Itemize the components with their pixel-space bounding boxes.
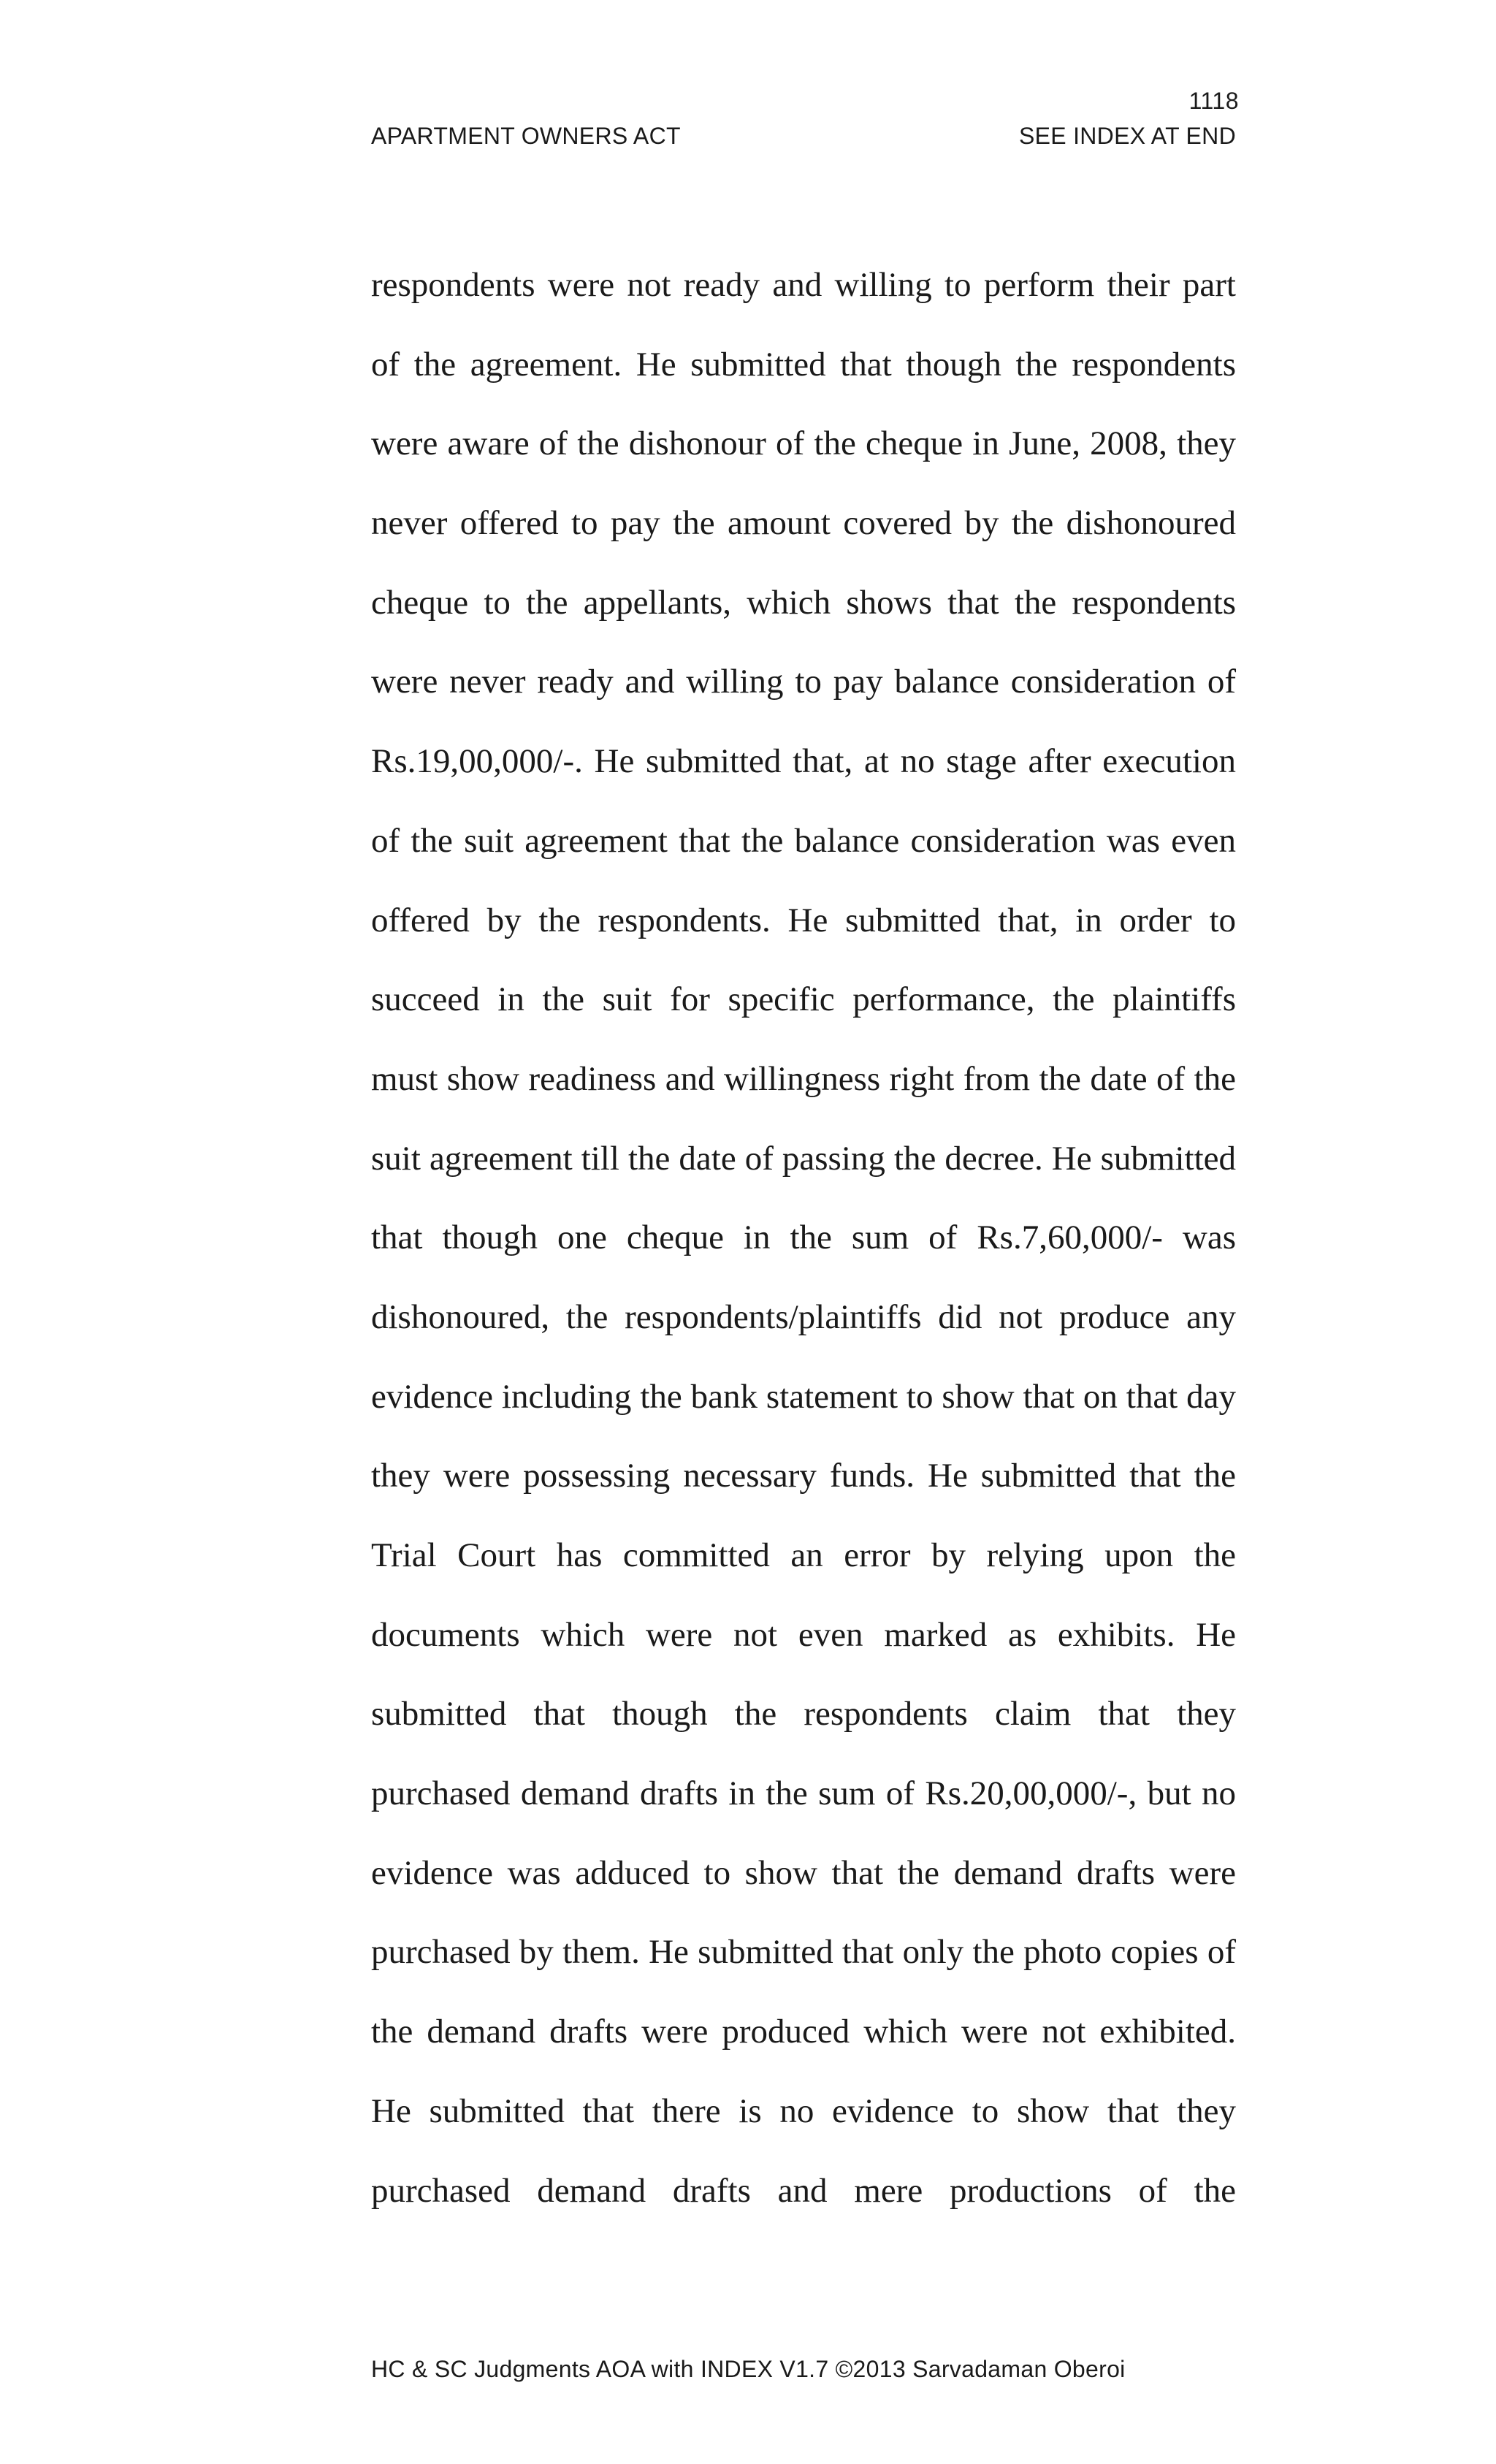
text-line: documents which were not even marked as exhibits. He [371,1615,1236,1654]
page-footer: HC & SC Judgments AOA with INDEX V1.7 ©2013 Sarvadaman Oberoi [371,2356,1126,2382]
text-line: Trial Court has committed an error by relying upon the [371,1536,1236,1574]
text-line: evidence was adduced to show that the demand drafts were [371,1853,1236,1892]
text-line: of the agreement. He submitted that though the respondents [371,345,1236,384]
page-number: 1118 [1188,88,1239,114]
text-line: offered by the respondents. He submitted that, in order to [371,901,1236,939]
header-right-title: SEE INDEX AT END [1018,123,1236,149]
text-line: cheque to the appellants, which shows that the respondents [371,583,1236,622]
text-line: must show readiness and willingness right from the date of the [371,1059,1236,1098]
text-line: purchased demand drafts and mere productions of the [371,2171,1236,2210]
text-line: evidence including the bank statement to show that on that day [371,1377,1236,1416]
text-line: the demand drafts were produced which were not exhibited. [371,2013,1236,2051]
text-line: purchased by them. He submitted that only the photo copies of [371,1933,1236,1972]
text-line: submitted that though the respondents claim that they [371,1695,1236,1733]
text-line: never offered to pay the amount covered by the dishonoured [371,504,1236,543]
text-line: of the suit agreement that the balance consideration was even [371,821,1236,860]
text-line: were aware of the dishonour of the cheque in June, 2008, they [371,424,1236,463]
text-line: purchased demand drafts in the sum of Rs.20,00,000/-, but no [371,1774,1236,1813]
text-line: Rs.19,00,000/-. He submitted that, at no stage after execution [371,742,1236,781]
header-left-title: APARTMENT OWNERS ACT [371,123,681,149]
judgment-body-text [371,259,1236,2243]
text-line: were never ready and willing to pay balance consideration of [371,663,1236,701]
text-line: respondents were not ready and willing to perform their part [371,266,1236,304]
text-line: dishonoured, the respondents/plaintiffs did not produce any [371,1297,1236,1336]
text-line: they were possessing necessary funds. He submitted that the [371,1457,1236,1495]
text-line: succeed in the suit for specific performance, the plaintiffs [371,980,1236,1019]
text-line: He submitted that there is no evidence to show that they [371,2091,1236,2130]
text-line: that though one cheque in the sum of Rs.7,60,000/- was [371,1218,1236,1257]
page-header [371,123,1236,150]
text-line: suit agreement till the date of passing the decree. He submitted [371,1139,1236,1178]
